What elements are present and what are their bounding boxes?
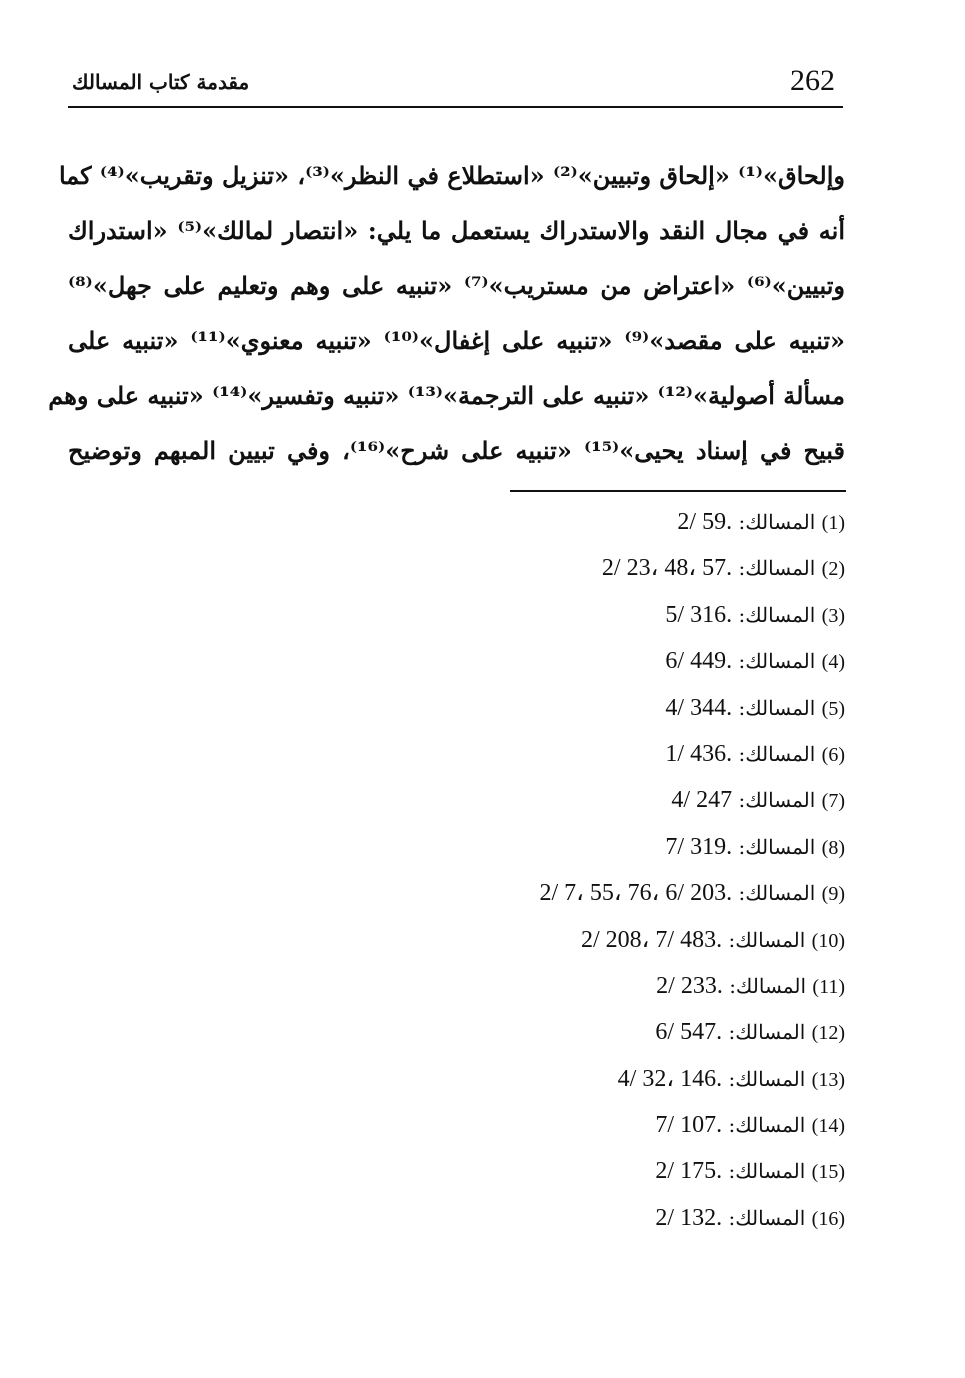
body-line: أنه في مجال النقد والاستدراك يستعمل ما يلي: «انتصار لمالك»⁽⁵⁾ «استدراك bbox=[68, 216, 845, 245]
footnote-reference: 2/ 23، 48، 57. bbox=[601, 555, 733, 582]
footnote bbox=[425, 595, 845, 641]
footnote-label: المسالك: bbox=[738, 881, 816, 906]
footnote-label: المسالك: bbox=[728, 1159, 806, 1184]
footnote-number: (13) bbox=[811, 1068, 845, 1091]
footnote-label: المسالك: bbox=[738, 695, 816, 720]
body-text bbox=[48, 148, 846, 478]
footnote-number: (1) bbox=[821, 512, 845, 534]
footnote-label: المسالك: bbox=[728, 1020, 806, 1045]
footnote-reference: 7/ 319. bbox=[665, 833, 733, 860]
footnote bbox=[425, 1198, 845, 1244]
footnote-label: المسالك: bbox=[728, 1205, 806, 1230]
footnote-number: (5) bbox=[821, 697, 845, 720]
footnote bbox=[425, 1059, 845, 1105]
footnote-number: (16) bbox=[811, 1207, 845, 1230]
footnote-label: المسالك: bbox=[738, 649, 816, 674]
footnote-label: المسالك: bbox=[738, 741, 816, 766]
footnote-number: (7) bbox=[821, 790, 845, 813]
footnote-number: (3) bbox=[821, 604, 845, 627]
footnote-label: المسالك: bbox=[728, 1066, 806, 1091]
footnote-reference: 7/ 107. bbox=[655, 1112, 723, 1139]
page-header bbox=[68, 58, 843, 108]
footnote bbox=[425, 734, 845, 780]
footnote bbox=[425, 641, 845, 687]
footnote bbox=[425, 873, 845, 919]
footnote-reference: 4/ 344. bbox=[665, 694, 733, 721]
footnote-reference: 2/ 175. bbox=[655, 1158, 723, 1185]
footnote bbox=[425, 827, 845, 873]
footnote-number: (2) bbox=[821, 558, 845, 581]
footnote-label: المسالك: bbox=[729, 973, 807, 998]
footnote-reference: 5/ 316. bbox=[665, 601, 733, 628]
body-line: وإلحاق»⁽¹⁾ «إلحاق وتبيين»⁽²⁾ «استطلاع في النظر»⁽³⁾، «تنزيل وتقريب»⁽⁴⁾ كما bbox=[58, 161, 845, 190]
body-line: مسألة أصولية»⁽¹²⁾ «تنبيه على الترجمة»⁽¹³⁾ «تنبيه وتفسير»⁽¹⁴⁾ «تنبيه على وهم bbox=[48, 381, 845, 410]
footnote-number: (15) bbox=[811, 1161, 845, 1184]
body-line: «تنبيه على مقصد»⁽⁹⁾ «تنبيه على إغفال»⁽¹⁰⁾ «تنبيه معنوي»⁽¹¹⁾ «تنبيه على bbox=[68, 326, 846, 355]
body-line: وتبيين»⁽⁶⁾ «اعتراض من مستريب»⁽⁷⁾ «تنبيه على وهم وتعليم على جهل»⁽⁸⁾ bbox=[68, 271, 846, 300]
footnote bbox=[425, 780, 845, 826]
running-title: مقدمة كتاب المسالك bbox=[72, 70, 250, 94]
footnote-label: المسالك: bbox=[738, 788, 816, 813]
footnote-reference: 2/ 132. bbox=[655, 1204, 723, 1231]
footnote-label: المسالك: bbox=[738, 556, 816, 581]
footnote-number: (6) bbox=[821, 743, 845, 766]
footnote bbox=[425, 920, 845, 966]
footnote-label: المسالك: bbox=[738, 834, 816, 859]
footnote-reference: 6/ 449. bbox=[665, 648, 733, 675]
footnote-number: (10) bbox=[811, 929, 845, 952]
footnote-reference: 4/ 32، 146. bbox=[617, 1065, 723, 1092]
footnote-number: (9) bbox=[821, 883, 845, 906]
footnote-number: (4) bbox=[821, 651, 845, 674]
body-line: قبيح في إسناد يحيى»⁽¹⁵⁾ «تنبيه على شرح»⁽¹⁶⁾، وفي تبيين المبهم وتوضيح bbox=[68, 436, 846, 465]
footnote-reference: 2/ 233. bbox=[656, 972, 723, 999]
footnote-label: المسالك: bbox=[728, 1113, 806, 1138]
footnote bbox=[425, 1151, 845, 1197]
footnote-label: المسالك: bbox=[738, 510, 816, 534]
footnote bbox=[425, 502, 845, 548]
footnote-number: (8) bbox=[821, 836, 845, 859]
footnote-number: (12) bbox=[811, 1022, 845, 1045]
footnote bbox=[425, 688, 845, 734]
footnotes-list bbox=[425, 502, 845, 1244]
footnote-reference: 6/ 547. bbox=[655, 1019, 723, 1046]
footnote-label: المسالك: bbox=[728, 927, 806, 952]
footnote bbox=[425, 966, 845, 1012]
footnote-number: (14) bbox=[811, 1115, 845, 1138]
footnote-label: المسالك: bbox=[738, 602, 816, 627]
footnote-reference: 4/ 247 bbox=[671, 787, 733, 814]
footnote bbox=[425, 1105, 845, 1151]
footnote-number: (11) bbox=[812, 975, 845, 998]
footnote-divider bbox=[510, 490, 846, 492]
footnote-reference: 2/ 7، 55، 76، 6/ 203. bbox=[539, 880, 733, 907]
footnote bbox=[425, 548, 845, 594]
footnote-reference: 2/ 59. bbox=[677, 509, 733, 535]
footnote-reference: 2/ 208، 7/ 483. bbox=[581, 926, 723, 953]
page-number: 262 bbox=[790, 64, 835, 97]
footnote bbox=[425, 1012, 845, 1058]
footnote-reference: 1/ 436. bbox=[665, 740, 733, 767]
